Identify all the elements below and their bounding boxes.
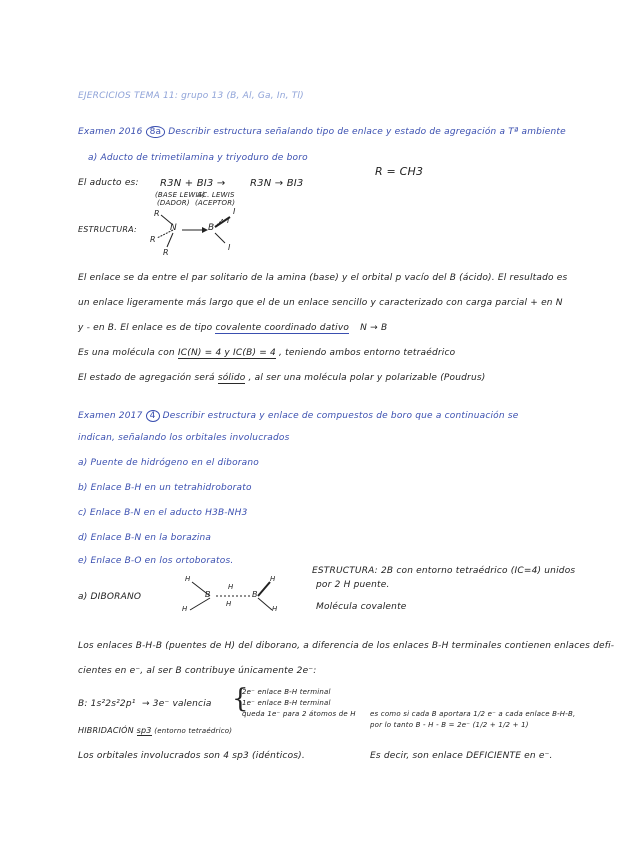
diborane-h-bridge-bottom: H: [226, 600, 232, 608]
exam-2016-item-a: a) Aducto de trimetilamina y triyoduro de boro: [88, 153, 308, 163]
acid-lewis-label: AC. LEWIS: [197, 191, 235, 199]
reaction-equation: R3N + BI3 →: [160, 178, 226, 189]
exam-2017-header-line-2: indican, señalando los orbitales involucrados: [78, 433, 290, 443]
p1-line-5-a: El estado de agregación será: [78, 373, 215, 383]
atom-b: B: [208, 223, 215, 233]
estructura-label: ESTRUCTURA:: [78, 225, 137, 234]
aggregation-state: sólido: [217, 373, 246, 383]
p1-line-3: [78, 323, 387, 333]
exam-2016-header: [78, 126, 566, 138]
p1-line-4-a: Es una molécula con: [78, 348, 175, 358]
p1-line-4: [78, 348, 455, 358]
reaction-product: R3N → BI3: [250, 178, 304, 189]
exam-2017-item-a: a) Puente de hidrógeno en el diborano: [78, 458, 260, 468]
right-note-1: es como si cada B aportara 1/2 e⁻ a cada enlace B-H-B,: [370, 710, 576, 718]
diborane-h-bridge-top: H: [228, 583, 234, 591]
estructura-line-3: Molécula covalente: [316, 602, 407, 612]
p1-line-2: un enlace ligeramente más largo que el de un enlace sencillo y caracterizado con carga parcial + en N: [78, 298, 563, 308]
valence-item-2: 1e⁻ enlace B-H terminal: [242, 699, 331, 707]
valence-item-1: 2e⁻ enlace B-H terminal: [242, 688, 331, 696]
atom-i-lower: I: [228, 243, 231, 252]
r-definition: R = CH3: [375, 165, 424, 178]
exam-2017-header: [78, 410, 518, 422]
exam-2017-statement: Describir estructura y enlace de compuestos de boro que a continuación se: [162, 411, 519, 421]
base-lewis-label: (BASE LEWIS): [155, 191, 206, 199]
bond-type-highlight: covalente coordinado dativo: [215, 323, 350, 333]
diborane-h4: H: [272, 605, 278, 613]
valence-item-3: queda 1e⁻ para 2 átomos de H: [242, 710, 356, 718]
diborane-b1: B: [205, 590, 211, 599]
hybridization-note: (entorno tetraédrico): [154, 727, 233, 735]
diborane-h1: H: [185, 575, 191, 583]
deficient-bond-statement: Es decir, son enlace DEFICIENTE en e⁻.: [370, 751, 553, 761]
atom-n: N: [170, 223, 177, 233]
atom-i-middle: I: [227, 216, 230, 225]
exam-2016-statement: Describir estructura señalando tipo de enlace y estado de agregación a Tª ambiente: [168, 127, 566, 137]
atom-i-upper: I: [233, 207, 236, 216]
exam-2016-number: 8a: [146, 126, 166, 138]
right-note-2: por lo tanto B - H - B = 2e⁻ (1/2 + 1/2 + 1): [370, 721, 529, 729]
hybridization-label: HIBRIDACIÓN: [78, 726, 134, 735]
p1-line-3-a: y - en B. El enlace es de tipo: [78, 323, 213, 333]
valence-electrons: → 3e⁻ valencia: [142, 699, 212, 709]
n-r-bond-lower: [167, 233, 173, 247]
p1-line-5-c: , al ser una molécula polar y polarizable (Poudrus): [248, 373, 486, 383]
dador-label: (DADOR): [157, 199, 190, 207]
p1-line-5: [78, 373, 485, 383]
p2-line-2: cientes en e⁻, al ser B contribuye únicamente 2e⁻:: [78, 666, 317, 676]
p1-line-1: El enlace se da entre el par solitario de la amina (base) y el orbital p vacío del B (ácido). El resultado es: [78, 273, 568, 283]
exam-2016-label: Examen 2016: [78, 127, 143, 137]
orbitals-statement: Los orbitales involucrados son 4 sp3 (idénticos).: [78, 751, 305, 761]
atom-r-back: R: [150, 235, 156, 244]
hybridization-type: sp3: [136, 726, 152, 735]
hybridization: [78, 726, 232, 735]
p2-line-1: Los enlaces B-H-B (puentes de H) del diborano, a diferencia de los enlaces B-H terminales contienen enlaces defi-: [78, 641, 615, 651]
valence-brace: {: [232, 684, 249, 714]
exam-2017-item-b: b) Enlace B-H en un tetrahidroborato: [78, 483, 252, 493]
exam-2017-item-e: e) Enlace B-O en los ortoboratos.: [78, 556, 234, 566]
aducto-label: El aducto es:: [78, 178, 139, 188]
b2-h-terminal-lower: [258, 598, 272, 610]
b1-h-terminal-lower: [190, 598, 210, 610]
b-i-bond-lower: [215, 233, 225, 243]
exam-2017-item-d: d) Enlace B-N en la borazina: [78, 533, 212, 543]
exam-2017-item-c: c) Enlace B-N en el aducto H3B-NH3: [78, 508, 248, 518]
atom-r-upper: R: [154, 209, 160, 218]
aceptor-label: (ACEPTOR): [195, 199, 236, 207]
p1-line-4-c: , teniendo ambos entorno tetraédrico: [279, 348, 456, 358]
b2-h-terminal-upper: [258, 582, 270, 596]
diborano-label: a) DIBORANO: [78, 592, 142, 602]
atom-r-lower: R: [163, 248, 169, 257]
exam-2017-label: Examen 2017: [78, 411, 143, 421]
page-title: EJERCICIOS TEMA 11: grupo 13 (B, Al, Ga, In, Tl): [78, 91, 304, 101]
estructura-line-1: ESTRUCTURA: 2B con entorno tetraédrico (IC=4) unidos: [312, 566, 576, 576]
exam-2017-number: 4: [146, 410, 160, 422]
diborane-b2: B: [252, 590, 258, 599]
estructura-line-2: por 2 H puente.: [316, 580, 390, 590]
diborane-h2: H: [182, 605, 188, 613]
diborane-h3: H: [270, 575, 276, 583]
coordination-index: IC(N) = 4 y IC(B) = 4: [177, 348, 276, 358]
adduct-structure-drawing: [145, 205, 255, 260]
bond-direction: N → B: [360, 323, 388, 333]
boron-config: B: 1s²2s²2p¹: [78, 699, 136, 709]
